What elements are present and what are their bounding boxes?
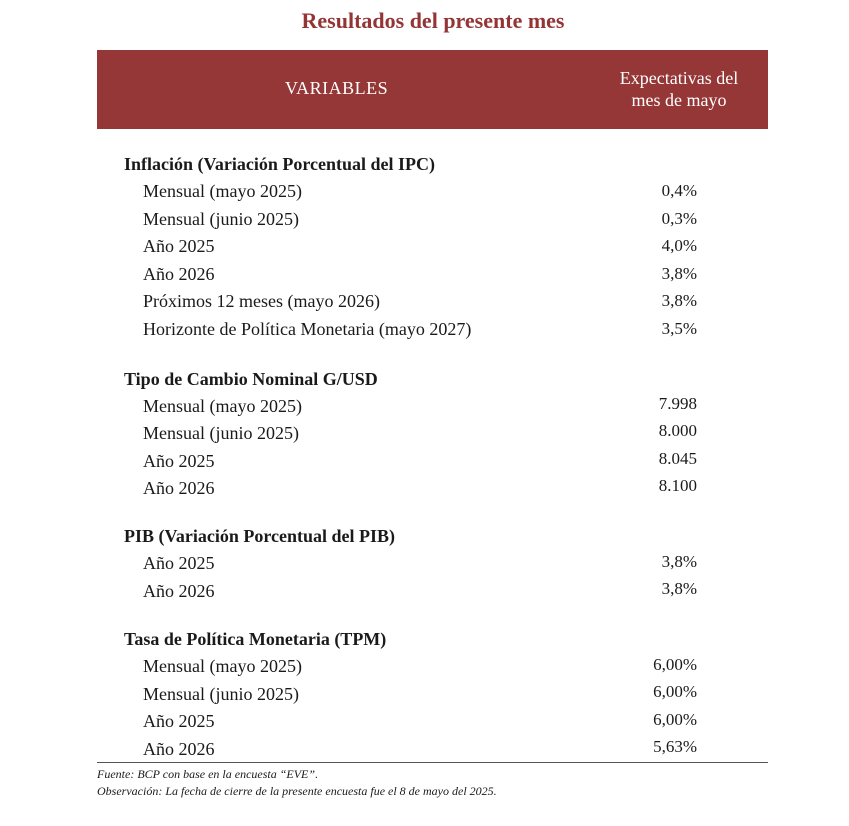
section-title-gdp: PIB (Variación Porcentual del PIB)	[124, 526, 395, 546]
row-value: 0,3%	[661, 209, 697, 228]
row-value: 3,8%	[661, 579, 697, 598]
section-title-inflation: Inflación (Variación Porcentual del IPC)	[124, 154, 435, 174]
row-value: 4,0%	[661, 236, 697, 255]
row-label: Próximos 12 meses (mayo 2026)	[143, 291, 380, 311]
header-expectations-line2: mes de mayo	[631, 90, 727, 110]
row-value: 8.000	[658, 421, 697, 440]
row-value: 5,63%	[653, 737, 697, 756]
section-title-monetary-policy-rate: Tasa de Política Monetaria (TPM)	[124, 629, 387, 649]
row-label: Mensual (junio 2025)	[143, 209, 299, 229]
header-expectations	[599, 67, 759, 111]
row-label: Año 2025	[143, 236, 215, 256]
row-label: Año 2025	[143, 451, 215, 471]
header-expectations-line1: Expectativas del	[619, 68, 739, 88]
row-label: Mensual (mayo 2025)	[143, 396, 302, 416]
row-value: 3,5%	[661, 319, 697, 338]
row-label: Mensual (junio 2025)	[143, 684, 299, 704]
table-header	[97, 50, 768, 129]
row-value: 8.045	[658, 449, 697, 468]
header-variables: VARIABLES	[285, 78, 389, 98]
row-value: 3,8%	[661, 552, 697, 571]
row-label: Mensual (mayo 2025)	[143, 181, 302, 201]
results-table	[97, 50, 768, 759]
table-notes	[97, 766, 497, 800]
row-label: Mensual (junio 2025)	[143, 423, 299, 443]
section-title-exchange-rate: Tipo de Cambio Nominal G/USD	[124, 369, 378, 389]
table-bottom-divider	[97, 762, 768, 763]
row-label: Año 2025	[143, 711, 215, 731]
row-value: 6,00%	[653, 682, 697, 701]
row-value: 3,8%	[661, 264, 697, 283]
row-value: 6,00%	[653, 655, 697, 674]
row-value: 3,8%	[661, 291, 697, 310]
row-value: 6,00%	[653, 710, 697, 729]
observation-note: Observación: La fecha de cierre de la presente encuesta fue el 8 de mayo del 2025.	[97, 784, 497, 798]
row-label: Año 2026	[143, 581, 215, 601]
row-label: Mensual (mayo 2025)	[143, 656, 302, 676]
row-value: 7.998	[658, 394, 697, 413]
row-value: 0,4%	[661, 181, 697, 200]
row-label: Año 2026	[143, 739, 215, 759]
row-label: Año 2026	[143, 264, 215, 284]
source-note: Fuente: BCP con base en la encuesta “EVE”.	[97, 767, 319, 781]
row-value: 8.100	[658, 476, 697, 495]
row-label: Horizonte de Política Monetaria (mayo 2027)	[143, 319, 472, 339]
row-label: Año 2025	[143, 553, 215, 573]
page-title: Resultados del presente mes	[301, 8, 565, 33]
row-label: Año 2026	[143, 478, 215, 498]
